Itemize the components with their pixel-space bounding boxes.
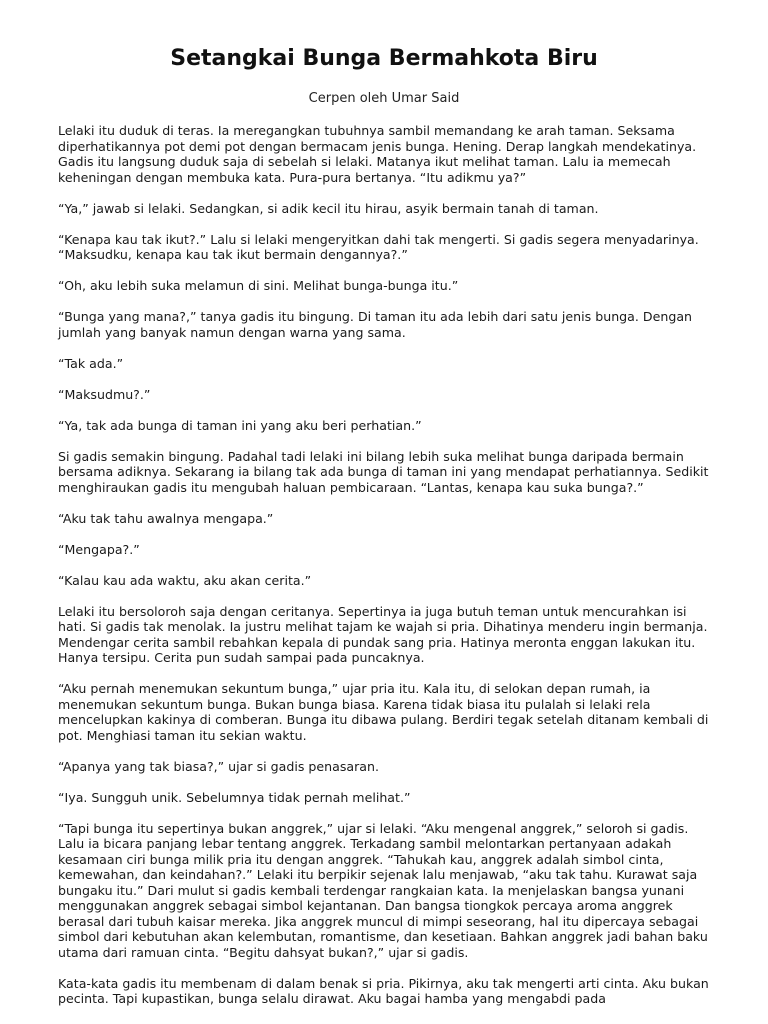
document-title: Setangkai Bunga Bermahkota Biru — [170, 46, 598, 71]
paragraph: Kata-kata gadis itu membenam di dalam benak si pria. Pikirnya, aku tak mengerti arti cinta. Aku bukan pecinta. Tapi kupastikan, bunga selalu dirawat. Aku bagai hamba yang mengabdi pada — [58, 975, 709, 1006]
paragraph: “Aku pernah menemukan sekuntum bunga,” ujar pria itu. Kala itu, di selokan depan rumah, ia menemukan sekuntum bunga. Bukan bunga biasa. Karena tidak biasa itu pulalah si lelaki rela mencelupkan kakinya di comberan. Bunga itu dibawa pulang. Berdiri tegak setelah ditanam kembali di pot. Menghiasi taman itu sekian waktu. — [58, 681, 709, 743]
paragraph: “Aku tak tahu awalnya mengapa.” — [58, 510, 274, 526]
document-subtitle: Cerpen oleh Umar Said — [308, 91, 460, 106]
paragraph: “Bunga yang mana?,” tanya gadis itu bingung. Di taman itu ada lebih dari satu jenis bunga. Dengan jumlah yang banyak namun dengan warna yang sama. — [58, 309, 693, 340]
paragraph: “Mengapa?.” — [58, 541, 140, 557]
paragraph: “Ya,” jawab si lelaki. Sedangkan, si adik kecil itu hirau, asyik bermain tanah di taman. — [58, 200, 599, 216]
paragraph: “Tak ada.” — [58, 355, 124, 371]
paragraph: “Ya, tak ada bunga di taman ini yang aku beri perhatian.” — [58, 417, 422, 433]
paragraph: “Kenapa kau tak ikut?.” Lalu si lelaki mengeryitkan dahi tak mengerti. Si gadis segera menyadarinya. “Maksudku, kenapa kau tak ikut bermain dengannya?.” — [58, 231, 699, 262]
paragraph: “Maksudmu?.” — [58, 386, 151, 402]
paragraph: “Oh, aku lebih suka melamun di sini. Melihat bunga-bunga itu.” — [58, 278, 459, 293]
paragraph: “Kalau kau ada waktu, aku akan cerita.” — [58, 572, 312, 588]
document-body — [58, 123, 718, 1022]
paragraph: “Tapi bunga itu sepertinya bukan anggrek,” ujar si lelaki. “Aku mengenal anggrek,” seloroh si gadis. Lalu ia bicara panjang lebar tentang anggrek. Terkadang sambil melontarkan pertanyaan adakah kesamaan ciri bunga milik pria itu dengan anggrek. “Tahukah kau, anggrek adalah simbol cinta, kemewahan, dan keindahan?.” Lelaki itu berpikir sejenak lalu menjawab, “aku tak tahu. Kurawat saja bungaku itu.” Dari mulut si gadis kembali terdengar rangkaian kata. Ia menjelaskan bangsa yunani menggunakan anggrek sebagai simbol kejantanan. Dan bangsa tiongkok percaya aroma anggrek berasal dari tubuh kaisar mereka. Jika anggrek muncul di mimpi seseorang, hal itu dipercaya sebagai simbol dari kebutuhan akan kelembutan, romantisme, dan kesetiaan. Bahkan anggrek jadi bahan baku utama dari ramuan cinta. “Begitu dahsyat bukan?,” ujar si gadis. — [58, 820, 708, 960]
paragraph: Lelaki itu bersoloroh saja dengan ceritanya. Sepertinya ia juga butuh teman untuk mencurahkan isi hati. Si gadis tak menolak. Ia justru melihat tajam ke wajah si pria. Dihatinya menderu ingin bermanja. Mendengar cerita sambil rebahkan kepala di pundak sang pria. Hatinya meronta enggan lakukan itu. Hanya tersipu. Cerita pun sudah sampai pada puncaknya. — [58, 603, 708, 665]
paragraph: Si gadis semakin bingung. Padahal tadi lelaki ini bilang lebih suka melihat bunga daripada bermain bersama adiknya. Sekarang ia bilang tak ada bunga di taman ini yang mendapat perhatiannya. Sedikit menghiraukan gadis itu mengubah haluan pembicaraan. “Lantas, kenapa kau suka bunga?.” — [58, 448, 709, 495]
paragraph: “Apanya yang tak biasa?,” ujar si gadis penasaran. — [58, 758, 379, 774]
paragraph: “Iya. Sungguh unik. Sebelumnya tidak pernah melihat.” — [58, 789, 411, 805]
paragraph: Lelaki itu duduk di teras. Ia meregangkan tubuhnya sambil memandang ke arah taman. Seksama diperhatikannya pot demi pot dengan bermacam jenis bunga. Hening. Derap langkah mendekatinya. Gadis itu langsung duduk saja di sebelah si lelaki. Matanya ikut melihat taman. Lalu ia memecah keheningan dengan membuka kata. Pura-pura bertanya. “Itu adikmu ya?” — [58, 123, 697, 185]
